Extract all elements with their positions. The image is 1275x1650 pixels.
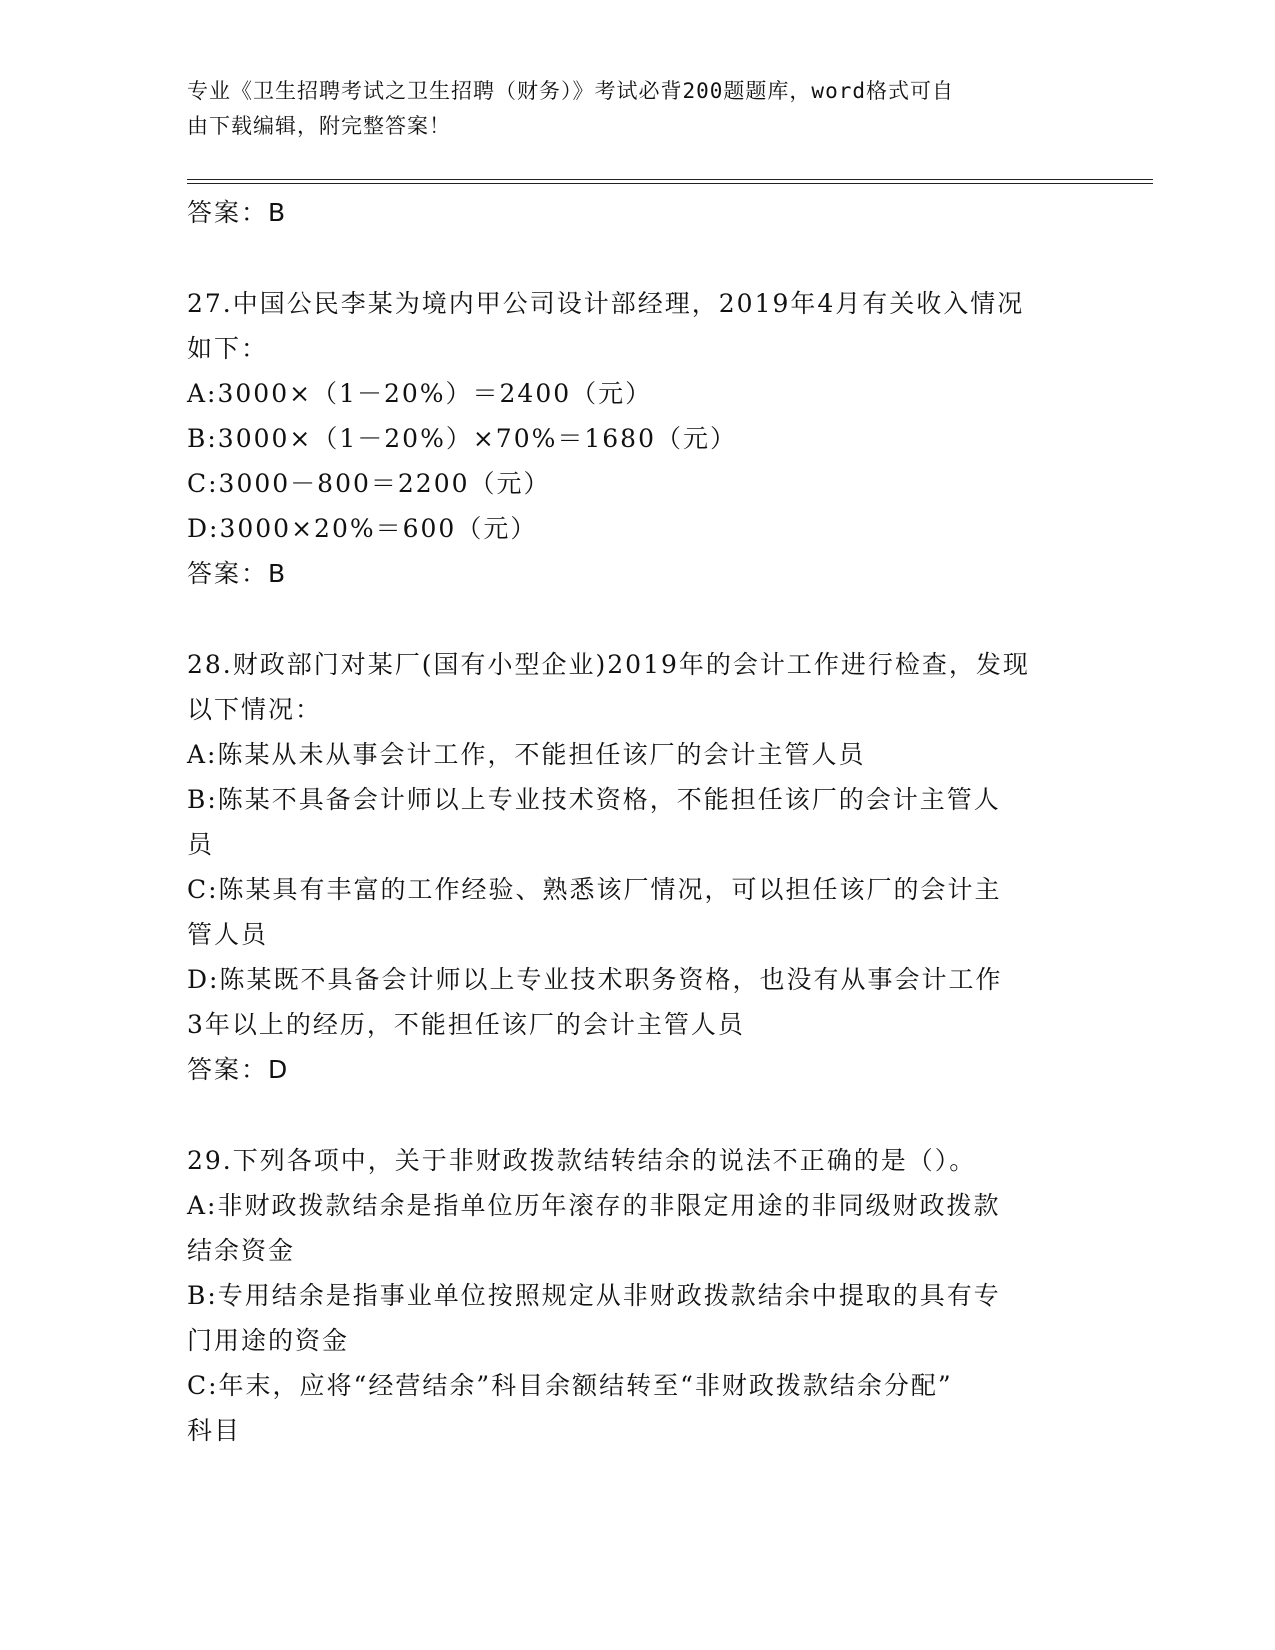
header-divider-thick — [187, 183, 1153, 184]
question-answer: 答案：D — [187, 1055, 290, 1084]
option-d: D:陈某既不具备会计师以上专业技术职务资格，也没有从事会计工作 — [187, 965, 1003, 994]
option-a: A:陈某从未从事会计工作，不能担任该厂的会计主管人员 — [187, 740, 866, 769]
option-a-continued: 结余资金 — [187, 1236, 296, 1265]
question-stem-line: 27.中国公民李某为境内甲公司设计部经理，2019年4月有关收入情况 — [187, 289, 1025, 318]
option-c: C:3000－800＝2200（元） — [187, 469, 551, 498]
question-29 — [187, 1138, 1087, 1453]
previous-answer: 答案：B — [187, 198, 288, 227]
option-b: B:陈某不具备会计师以上专业技术资格，不能担任该厂的会计主管人 — [187, 785, 1001, 814]
document-body — [187, 190, 1087, 1453]
option-b: B:专用结余是指事业单位按照规定从非财政拨款结余中提取的具有专 — [187, 1281, 1001, 1310]
page-header — [187, 74, 1067, 144]
question-stem-line: 28.财政部门对某厂(国有小型企业)2019年的会计工作进行检查，发现 — [187, 650, 1030, 679]
option-b-continued: 员 — [187, 830, 215, 859]
option-b-continued: 门用途的资金 — [187, 1326, 350, 1355]
header-line-2: 由下载编辑，附完整答案！ — [187, 114, 451, 138]
option-d: D:3000×20%＝600（元） — [187, 514, 538, 543]
question-stem-line: 29.下列各项中，关于非财政拨款结转结余的说法不正确的是（）。 — [187, 1146, 977, 1175]
question-answer: 答案：B — [187, 559, 288, 588]
option-c-continued: 科目 — [187, 1416, 242, 1445]
header-line-1: 专业《卫生招聘考试之卫生招聘（财务）》考试必背200题题库，word格式可自 — [187, 79, 954, 103]
question-27 — [187, 281, 1087, 596]
question-stem-line: 如下： — [187, 334, 269, 363]
question-28 — [187, 642, 1087, 1092]
option-c: C:年末，应将“经营结余”科目余额结转至“非财政拨款结余分配” — [187, 1371, 953, 1400]
header-divider-thin — [187, 179, 1153, 180]
option-c: C:陈某具有丰富的工作经验、熟悉该厂情况，可以担任该厂的会计主 — [187, 875, 1002, 904]
option-c-continued: 管人员 — [187, 920, 269, 949]
option-a: A:非财政拨款结余是指单位历年滚存的非限定用途的非同级财政拨款 — [187, 1191, 1001, 1220]
option-d-continued: 3年以上的经历，不能担任该厂的会计主管人员 — [187, 1010, 745, 1039]
question-stem-line: 以下情况： — [187, 695, 323, 724]
option-a: A:3000×（1－20%）＝2400（元） — [187, 379, 653, 408]
option-b: B:3000×（1－20%）×70%＝1680（元） — [187, 424, 737, 453]
